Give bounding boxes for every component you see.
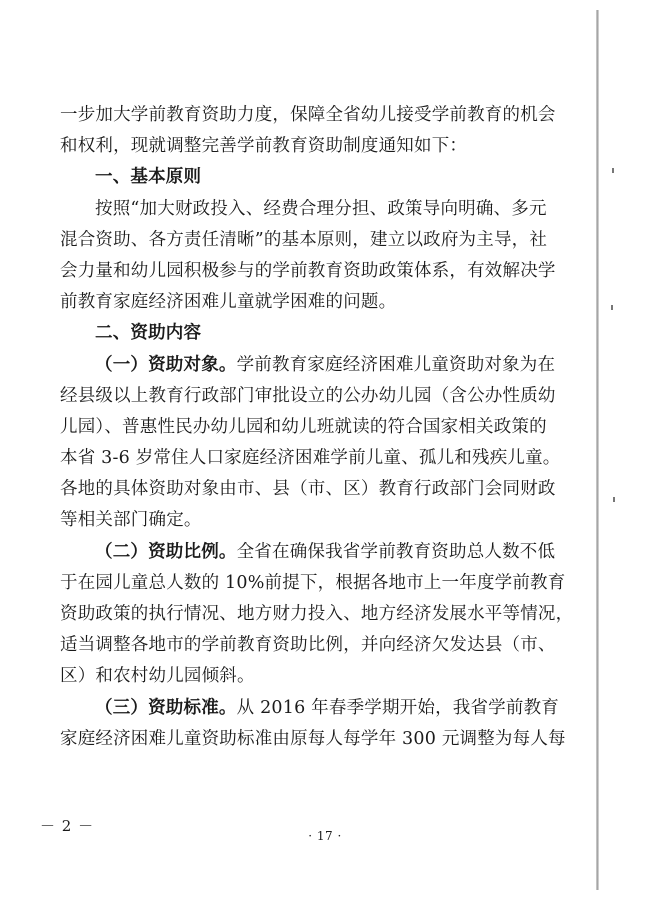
- page-number: － 2 －: [40, 817, 95, 835]
- subheading-recipients: （一）资助对象。: [95, 354, 237, 375]
- section-heading-content: 二、资助内容: [95, 323, 202, 344]
- subheading-standard: （三）资助标准。: [95, 697, 237, 718]
- scan-speck: [611, 305, 613, 310]
- body-line: 资助政策的执行情况、地方财力投入、地方经济发展水平等情况，: [60, 604, 574, 624]
- body-line: 按照“加大财政投入、经费合理分担、政策导向明确、多元: [95, 198, 547, 219]
- sequence-number: · 17 ·: [308, 829, 342, 843]
- body-line: 等相关部门确定。: [60, 510, 202, 531]
- body-line: 和权利，现就调整完善学前教育资助制度通知如下：: [60, 136, 468, 157]
- body-line: 经县级以上教育行政部门审批设立的公办幼儿园（含公办性质幼: [60, 385, 556, 406]
- body-line: 家庭经济困难儿童资助标准由原每人每学年 300 元调整为每人每: [60, 728, 566, 749]
- body-line: （一）资助对象。学前教育家庭经济困难儿童资助对象为在: [95, 354, 556, 375]
- body-line: 前教育家庭经济困难儿童就学困难的问题。: [60, 292, 397, 313]
- scan-edge-line: [596, 10, 599, 890]
- body-line: 混合资助、各方责任清晰”的基本原则，建立以政府为主导，社: [60, 229, 548, 250]
- scan-speck: [612, 168, 614, 173]
- document-body: [60, 100, 574, 755]
- body-line: 本省 3-6 岁常住人口家庭经济困难学前儿童、孤儿和残疾儿童。: [60, 448, 561, 469]
- body-line: 于在园儿童总人数的 10%前提下，根据各地市上一年度学前教育: [60, 572, 566, 593]
- body-line: 各地的具体资助对象由市、县（市、区）教育行政部门会同财政: [60, 479, 556, 500]
- body-line: 区）和农村幼儿园倾斜。: [60, 666, 255, 687]
- scan-speck: [613, 497, 615, 502]
- subheading-ratio: （二）资助比例。: [95, 541, 237, 562]
- section-heading-principles: 一、基本原则: [95, 167, 202, 188]
- body-line: 儿园）、普惠性民办幼儿园和幼儿班就读的符合国家相关政策的: [60, 416, 547, 437]
- body-line: （三）资助标准。从 2016 年春季学期开始，我省学前教育: [95, 697, 559, 718]
- body-line: 一步加大学前教育资助力度，保障全省幼儿接受学前教育的机会: [60, 105, 556, 125]
- body-line: 适当调整各地市的学前教育资助比例，并向经济欠发达县（市、: [60, 635, 556, 656]
- body-line: 会力量和幼儿园积极参与的学前教育资助政策体系，有效解决学: [60, 260, 556, 281]
- body-line: （二）资助比例。全省在确保我省学前教育资助总人数不低: [95, 541, 556, 562]
